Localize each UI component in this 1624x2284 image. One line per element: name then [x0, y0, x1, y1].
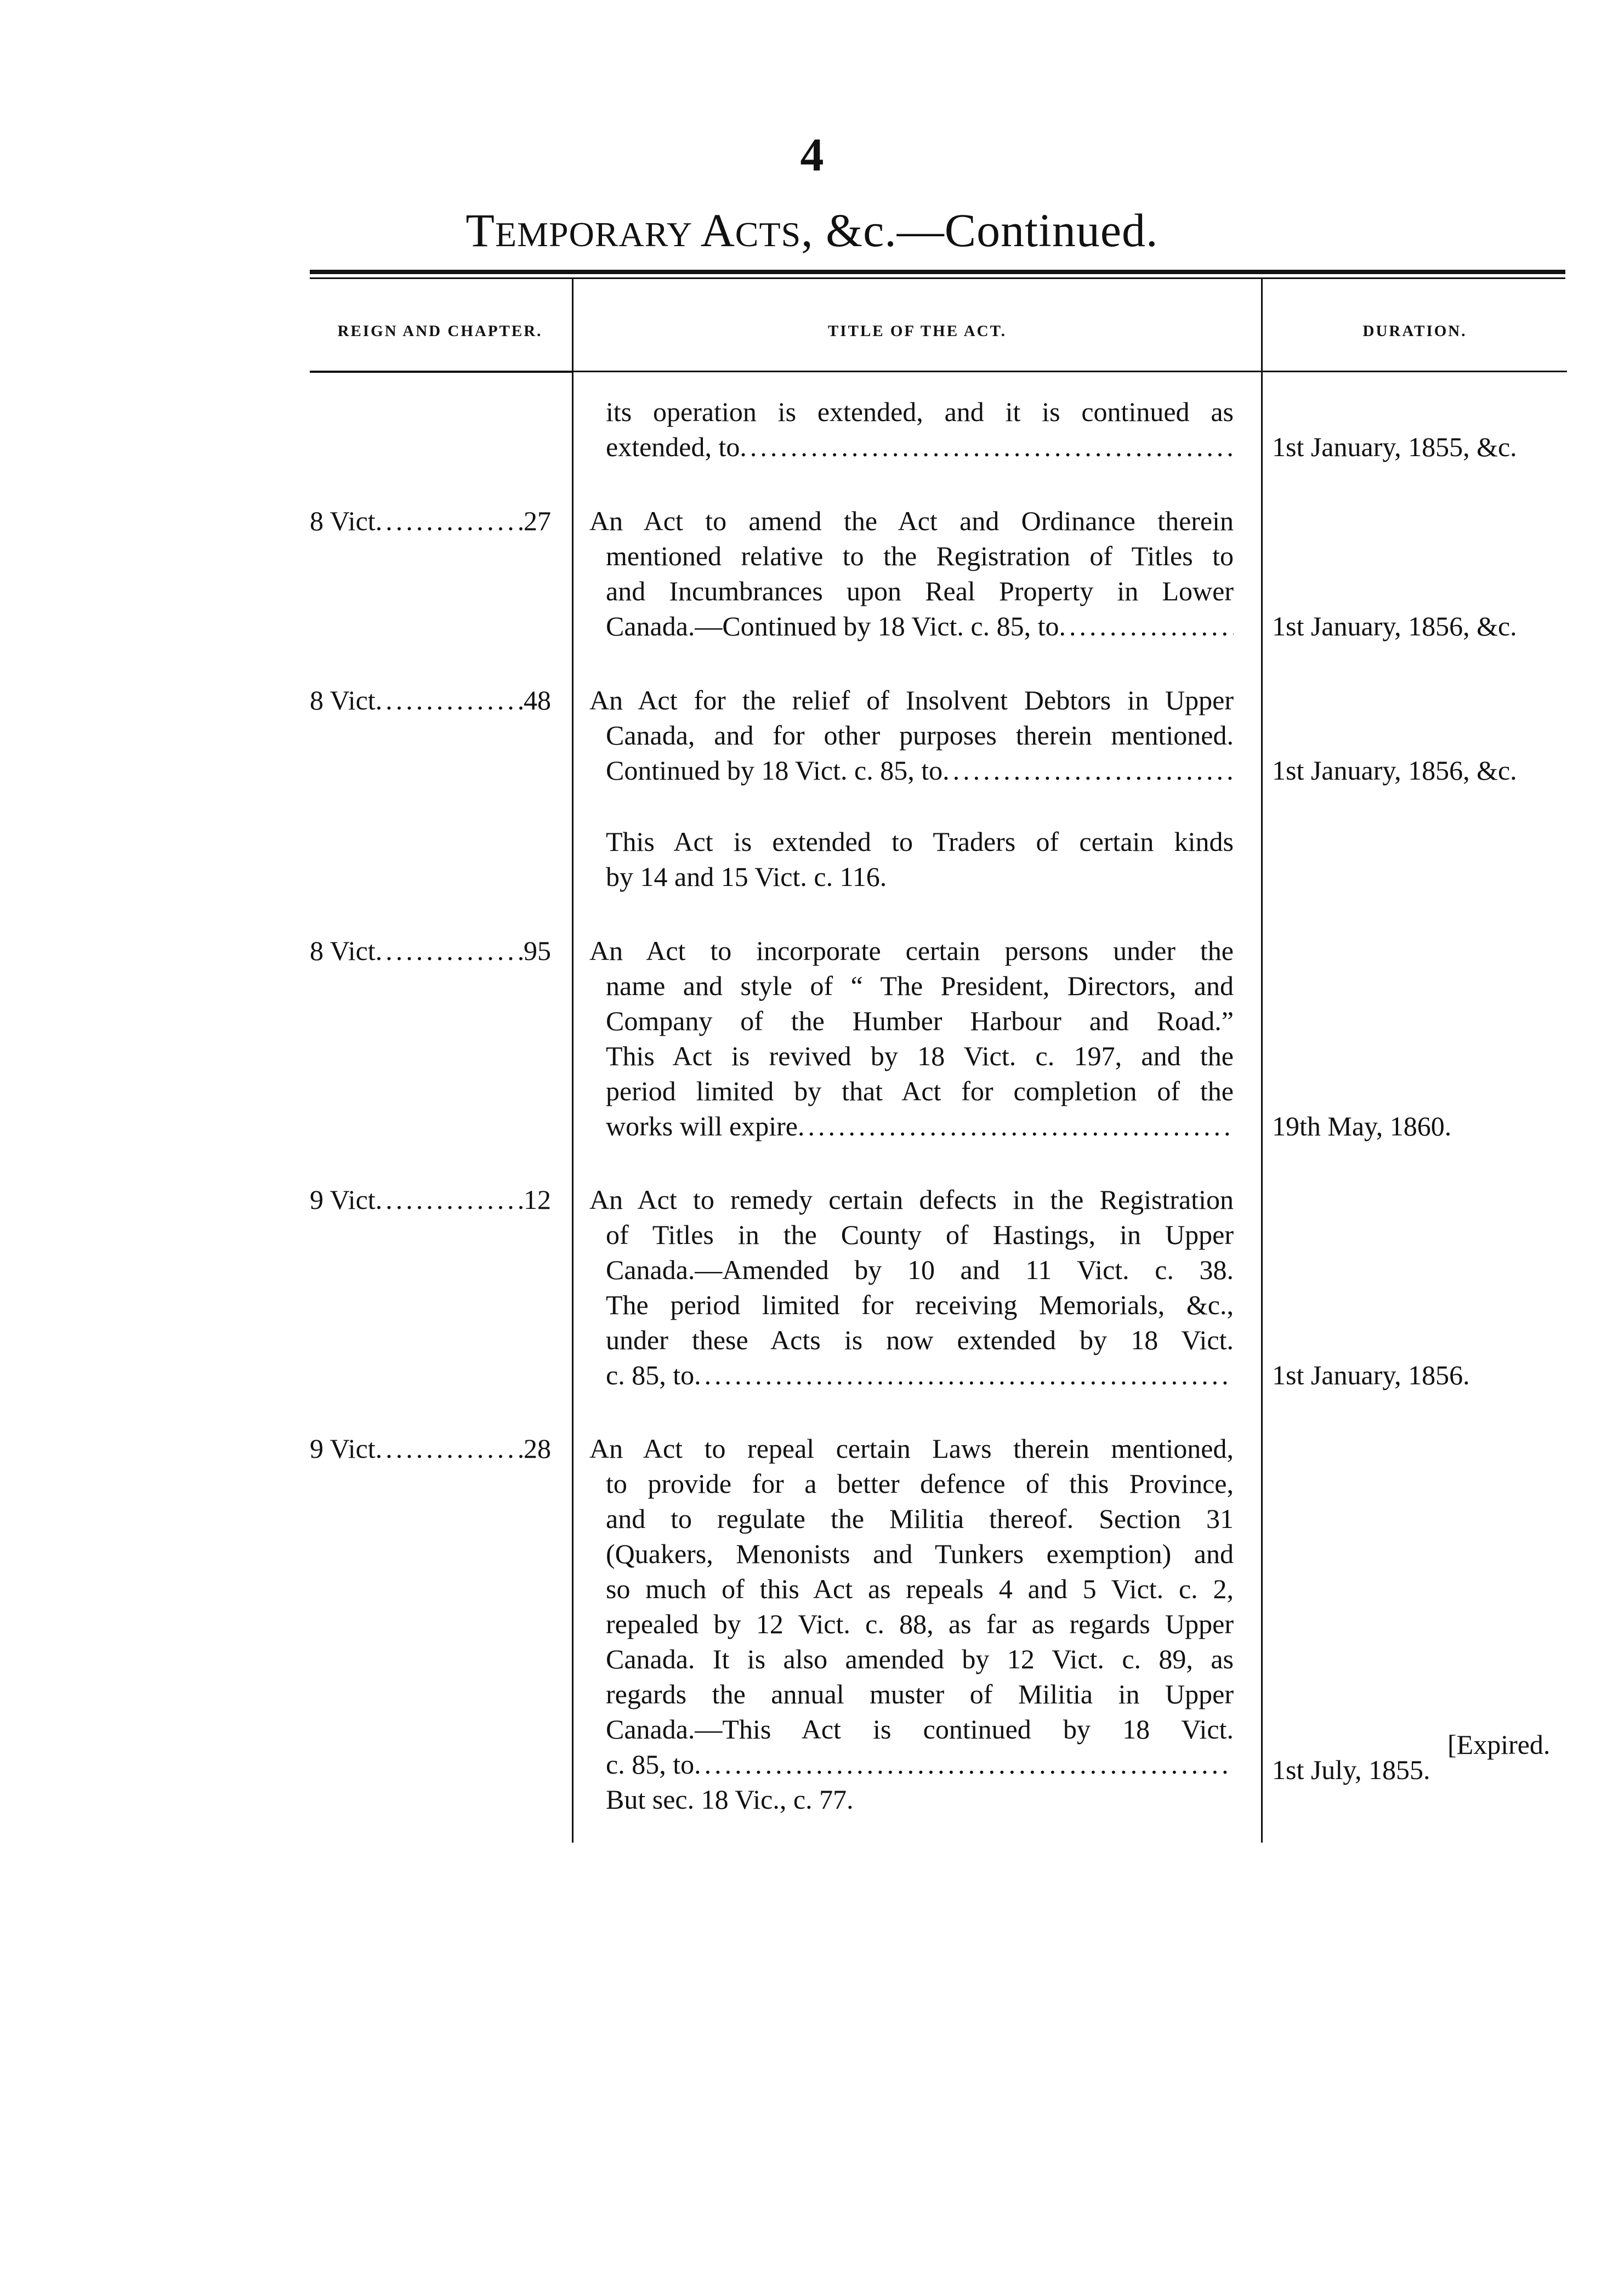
title-line: An Act to remedy certain defects in the Registration — [589, 1184, 1234, 1215]
note-line: by 14 and 15 Vict. c. 116. — [606, 861, 887, 892]
duration-cell: 1st January, 1856. — [1272, 1360, 1470, 1390]
title-line: Canada.—This Act is continued by 18 Vict. — [606, 1714, 1234, 1745]
title-line: Canada.—Amended by 10 and 11 Vict. c. 38. — [606, 1254, 1234, 1285]
title-line: Canada, and for other purposes therein mentioned. — [606, 720, 1234, 751]
page-number: 4 — [800, 128, 824, 181]
dot-leader — [376, 683, 524, 718]
title-line: of Titles in the County of Hastings, in Upper — [606, 1219, 1234, 1250]
duration-cell: 1st January, 1856, &c. — [1272, 755, 1517, 786]
reign-text: 9 Vict — [310, 1433, 376, 1464]
title-line: repealed by 12 Vict. c. 88, as far as regards Upper — [606, 1609, 1234, 1639]
header-underline-duration — [1263, 371, 1567, 372]
chapter-number: 12 — [524, 1184, 551, 1215]
duration-cell: 1st January, 1856, &c. — [1272, 611, 1517, 641]
column-header-duration: DURATION. — [1362, 322, 1467, 340]
title-line: mentioned relative to the Registration of Titles to — [606, 541, 1234, 571]
chapter-number: 48 — [524, 685, 551, 715]
title-line: An Act to amend the Act and Ordinance therein — [589, 505, 1234, 536]
title-line: The period limited for receiving Memorials, &c., — [606, 1289, 1234, 1320]
page-title — [0, 203, 1624, 258]
title-line — [606, 609, 1234, 644]
title-line: and Incumbrances upon Real Property in Lower — [606, 576, 1234, 606]
title-line: Canada. It is also amended by 12 Vict. c. 89, as — [606, 1644, 1234, 1674]
title-line: so much of this Act as repeals 4 and 5 Vict. c. 2, — [606, 1573, 1234, 1604]
reign-cell — [310, 1431, 551, 1466]
title-line: An Act for the relief of Insolvent Debtors in Upper — [589, 685, 1234, 715]
title-line: An Act to repeal certain Laws therein mentioned, — [589, 1433, 1234, 1464]
reign-text: 8 Vict — [310, 685, 376, 715]
dot-leader — [1059, 609, 1234, 644]
duration-cell: 1st January, 1855, &c. — [1272, 431, 1517, 462]
reign-text: 8 Vict — [310, 935, 376, 966]
title-line-text: c. 85, to — [606, 1749, 695, 1780]
reign-cell — [310, 683, 551, 718]
chapter-number: 28 — [524, 1433, 551, 1464]
title-line-text: works will expire — [606, 1111, 798, 1141]
title-part: T — [465, 204, 495, 257]
dot-leader — [694, 1747, 1234, 1782]
title-line-text: Continued by 18 Vict. c. 85, to — [606, 755, 943, 786]
duration-cell: 19th May, 1860. — [1272, 1111, 1452, 1141]
header-rule-bottom — [310, 277, 1565, 279]
dot-leader — [740, 429, 1234, 464]
reign-cell — [310, 503, 551, 538]
title-part: A — [700, 204, 735, 257]
dot-leader — [376, 503, 524, 538]
title-line: An Act to incorporate certain persons under the — [589, 935, 1234, 966]
title-line: This Act is revived by 18 Vict. c. 197, and the — [606, 1041, 1234, 1071]
title-line — [606, 1747, 1234, 1782]
column-header-reign: REIGN AND CHAPTER. — [337, 322, 543, 340]
title-line: regards the annual muster of Militia in Upper — [606, 1679, 1234, 1709]
note-line: This Act is extended to Traders of certain kinds — [606, 826, 1234, 857]
title-part: , &c.—Continued. — [801, 204, 1159, 257]
reign-cell — [310, 933, 551, 968]
title-line — [606, 753, 1234, 788]
title-part: EMPORARY — [495, 215, 701, 254]
reign-text: 9 Vict — [310, 1184, 376, 1215]
note-line: But sec. 18 Vic., c. 77. — [606, 1784, 854, 1815]
reign-cell — [310, 1182, 551, 1217]
title-line: name and style of “ The President, Directors, and — [606, 970, 1234, 1001]
title-line: its operation is extended, and it is continued as — [606, 396, 1234, 427]
duration-note: [Expired. — [1447, 1729, 1551, 1760]
title-line-text: Canada.—Continued by 18 Vict. c. 85, to — [606, 611, 1059, 641]
title-line: under these Acts is now extended by 18 Vict. — [606, 1325, 1234, 1355]
dot-leader — [376, 933, 524, 968]
title-part: CTS — [735, 215, 802, 254]
title-line — [606, 1357, 1234, 1393]
header-rule-top — [310, 270, 1565, 274]
title-line: Company of the Humber Harbour and Road.” — [606, 1005, 1234, 1036]
chapter-number: 95 — [524, 935, 551, 966]
dot-leader — [376, 1182, 524, 1217]
title-line-text: c. 85, to — [606, 1360, 695, 1390]
dot-leader — [694, 1357, 1234, 1393]
title-line: to provide for a better defence of this Province, — [606, 1468, 1234, 1499]
title-line-text: extended, to — [606, 431, 740, 462]
title-line — [606, 429, 1234, 464]
column-header-title: TITLE OF THE ACT. — [827, 322, 1007, 340]
header-underline-reign — [310, 371, 572, 373]
chapter-number: 27 — [524, 505, 551, 536]
column-divider-right — [1261, 279, 1263, 1843]
title-line: and to regulate the Militia thereof. Section 31 — [606, 1503, 1234, 1534]
column-divider-left — [572, 279, 573, 1843]
title-line: (Quakers, Menonists and Tunkers exemption) and — [606, 1538, 1234, 1569]
duration-cell: 1st July, 1855. — [1272, 1754, 1430, 1785]
header-underline-title — [573, 371, 1261, 372]
dot-leader — [376, 1431, 524, 1466]
dot-leader — [942, 753, 1234, 788]
title-line: period limited by that Act for completion of the — [606, 1076, 1234, 1106]
title-line — [606, 1109, 1234, 1144]
dot-leader — [798, 1109, 1234, 1144]
reign-text: 8 Vict — [310, 505, 376, 536]
